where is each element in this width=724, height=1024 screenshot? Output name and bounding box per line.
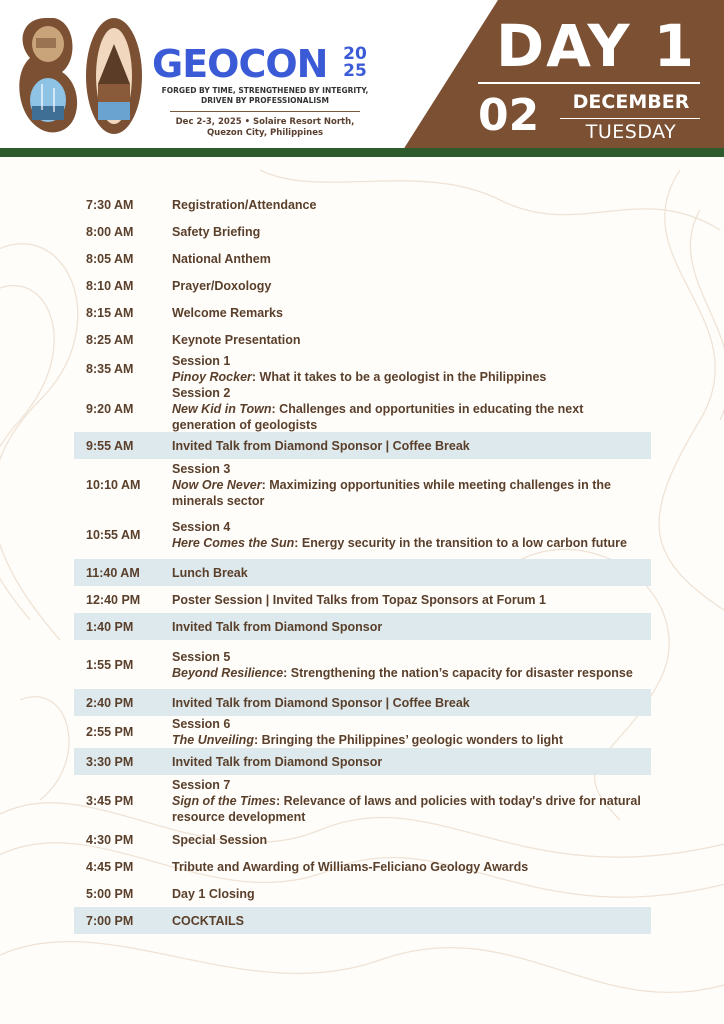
event-title: Prayer/Doxology: [172, 278, 272, 293]
schedule-time: 10:10 AM: [86, 477, 141, 492]
schedule-row: [74, 191, 651, 218]
schedule-description: [172, 619, 651, 635]
month-label: DECEMBER: [572, 91, 690, 113]
schedule-description: [172, 565, 651, 581]
schedule-description: [172, 278, 651, 294]
schedule-row: [74, 826, 651, 853]
event-title: Tribute and Awarding of Williams-Feliciano Geology Awards: [172, 859, 529, 874]
schedule-time: 3:30 PM: [86, 754, 134, 769]
session-subtitle: : Relevance of laws and policies with today's drive for natural resource development: [172, 793, 641, 824]
event-title: Invited Talk from Diamond Sponsor: [172, 754, 383, 769]
schedule-row: [74, 748, 651, 775]
brand-suffix: CON: [238, 42, 328, 86]
event-title: Invited Talk from Diamond Sponsor: [172, 619, 383, 634]
schedule-description: [172, 695, 651, 711]
session-topic: [172, 793, 647, 825]
schedule-time: 2:55 PM: [86, 725, 134, 739]
schedule-row: [74, 907, 651, 934]
schedule-description: [172, 716, 651, 748]
schedule-row: [74, 586, 651, 613]
schedule-time: 8:25 AM: [86, 332, 134, 347]
schedule-row: [74, 640, 651, 689]
session-title: Pinoy Rocker: [172, 370, 252, 384]
schedule-row: [74, 775, 651, 826]
tagline-divider: [170, 111, 360, 112]
schedule-description: [172, 438, 651, 454]
schedule-time: 8:05 AM: [86, 251, 134, 266]
event-title: COCKTAILS: [172, 913, 244, 928]
session-number: Session 6: [172, 717, 231, 731]
schedule-row: [74, 218, 651, 245]
month-rule: [560, 118, 700, 119]
schedule-time: 8:35 AM: [86, 362, 134, 376]
brand-prefix: GEO: [152, 42, 239, 86]
schedule-row: [74, 432, 651, 459]
schedule-row: [74, 559, 651, 586]
session-topic: [172, 401, 647, 433]
brand-year-bottom: 25: [343, 61, 367, 81]
event-title: Special Session: [172, 832, 268, 847]
schedule-description: [172, 592, 651, 608]
schedule-description: [172, 353, 651, 385]
schedule-time: 3:45 PM: [86, 793, 134, 808]
schedule-time: 5:00 PM: [86, 886, 134, 901]
schedule-time: 8:15 AM: [86, 305, 134, 320]
schedule-row: [74, 613, 651, 640]
header-divider: [0, 148, 724, 157]
schedule-description: [172, 197, 651, 213]
schedule-time: 8:10 AM: [86, 278, 134, 293]
session-title: New Kid in Town: [172, 401, 272, 416]
brand-year-top: 20: [343, 44, 367, 64]
schedule-time: 9:20 AM: [86, 401, 134, 416]
schedule-description: [172, 649, 651, 681]
schedule-description: [172, 913, 651, 929]
schedule-time: 1:55 PM: [86, 657, 134, 672]
schedule-description: [172, 385, 651, 433]
day-rule: [478, 82, 700, 84]
schedule-description: [172, 332, 651, 348]
schedule-row: [74, 299, 651, 326]
session-topic: [172, 665, 647, 681]
schedule-time: 9:55 AM: [86, 438, 134, 453]
schedule-description: [172, 832, 651, 848]
session-title: The Unveiling: [172, 733, 254, 747]
session-subtitle: : What it takes to be a geologist in the Philippines: [251, 370, 547, 384]
schedule-row: [74, 689, 651, 716]
day-label: DAY 1: [495, 12, 697, 80]
session-title: Now Ore Never: [172, 477, 262, 492]
schedule-row: [74, 245, 651, 272]
schedule-time: 12:40 PM: [86, 592, 141, 607]
schedule-description: [172, 224, 651, 240]
schedule-row: [74, 510, 651, 559]
session-subtitle: : Bringing the Philippines’ geologic wonders to light: [253, 733, 563, 747]
date-number: 02: [478, 90, 540, 141]
venue-line-1: Dec 2-3, 2025 • Solaire Resort North,: [175, 117, 355, 127]
schedule-row: [74, 326, 651, 353]
session-title: Here Comes the Sun: [172, 535, 295, 550]
venue-line-2: Quezon City, Philippines: [206, 128, 324, 138]
schedule-row: [74, 716, 651, 748]
schedule-description: [172, 305, 651, 321]
schedule-time: 1:40 PM: [86, 619, 134, 634]
schedule-table: [74, 191, 651, 934]
schedule-row: [74, 272, 651, 299]
event-title: Day 1 Closing: [172, 886, 255, 901]
schedule-time: 11:40 AM: [86, 565, 140, 580]
event-title: Invited Talk from Diamond Sponsor | Coffee Break: [172, 438, 470, 453]
session-title: Sign of the Times: [172, 793, 276, 808]
schedule-time: 7:00 PM: [86, 913, 134, 928]
brand-title: [152, 44, 327, 84]
session-topic: [172, 732, 647, 748]
session-topic: [172, 369, 647, 385]
schedule-time: 4:45 PM: [86, 859, 134, 874]
tagline-line-1: FORGED BY TIME, STRENGTHENED BY INTEGRITY,: [161, 86, 369, 95]
schedule-time: 7:30 AM: [86, 197, 134, 212]
brand-year: [343, 46, 367, 80]
session-number: Session 4: [172, 519, 231, 534]
event-title: National Anthem: [172, 251, 271, 266]
schedule-description: [172, 519, 651, 551]
event-title: Registration/Attendance: [172, 197, 317, 212]
session-subtitle: : Strengthening the nation’s capacity for disaster response: [283, 665, 633, 680]
session-number: Session 7: [172, 777, 231, 792]
schedule-row: [74, 880, 651, 907]
schedule-description: [172, 754, 651, 770]
session-topic: [172, 535, 647, 551]
event-title: Welcome Remarks: [172, 305, 283, 320]
schedule-description: [172, 777, 651, 825]
event-title: Invited Talk from Diamond Sponsor | Coffee Break: [172, 695, 470, 710]
session-subtitle: : Challenges and opportunities in educating the next generation of geologists: [172, 401, 584, 432]
tagline: [150, 86, 380, 106]
event-title: Lunch Break: [172, 565, 248, 580]
schedule-description: [172, 886, 651, 902]
schedule-row: [74, 853, 651, 880]
schedule-row: [74, 459, 651, 510]
session-number: Session 5: [172, 649, 231, 664]
schedule-time: 2:40 PM: [86, 695, 134, 710]
schedule-row: [74, 385, 651, 432]
schedule-time: 10:55 AM: [86, 527, 141, 542]
schedule-time: 8:00 AM: [86, 224, 134, 239]
event-title: Poster Session | Invited Talks from Topaz Sponsors at Forum 1: [172, 592, 546, 607]
session-subtitle: : Energy security in the transition to a low carbon future: [294, 535, 627, 550]
venue: [150, 117, 380, 139]
event-title: Keynote Presentation: [172, 332, 301, 347]
session-number: Session 3: [172, 461, 231, 476]
schedule-description: [172, 859, 651, 875]
session-number: Session 1: [172, 354, 231, 368]
session-number: Session 2: [172, 385, 231, 400]
weekday-label: TUESDAY: [585, 121, 677, 143]
session-subtitle: : Maximizing opportunities while meeting challenges in the minerals sector: [172, 477, 611, 508]
session-topic: [172, 477, 647, 509]
schedule-time: 4:30 PM: [86, 832, 134, 847]
schedule-description: [172, 461, 651, 509]
tagline-line-2: DRIVEN BY PROFESSIONALISM: [201, 96, 329, 105]
session-title: Beyond Resilience: [172, 665, 284, 680]
schedule-row: [74, 353, 651, 385]
geocon-80-logo: [14, 14, 144, 138]
schedule-description: [172, 251, 651, 267]
event-title: Safety Briefing: [172, 224, 261, 239]
